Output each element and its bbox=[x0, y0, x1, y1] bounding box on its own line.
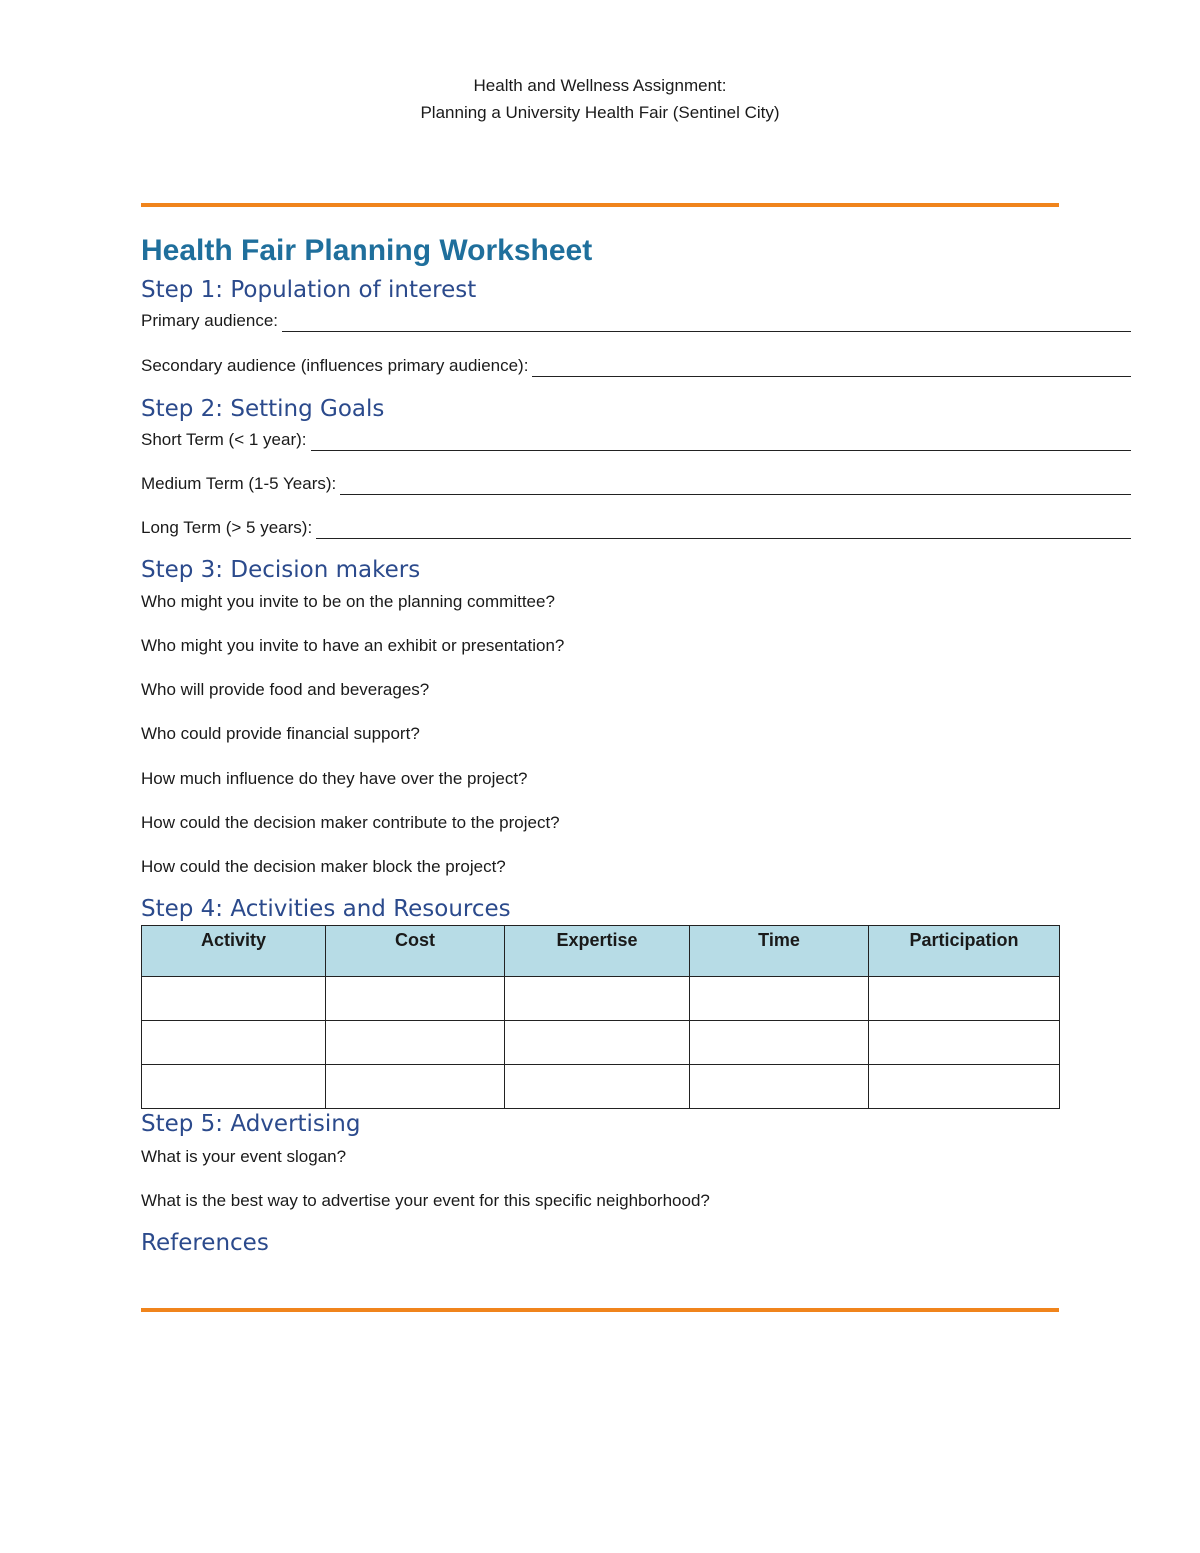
short-term-goal-label: Short Term (< 1 year): bbox=[141, 430, 307, 449]
question-financial-support: Who could provide financial support? bbox=[141, 724, 420, 743]
table-cell[interactable] bbox=[690, 1065, 869, 1109]
table-header-row bbox=[142, 926, 1060, 977]
long-term-goal-input[interactable] bbox=[316, 520, 1131, 539]
activities-resources-table bbox=[141, 925, 1060, 1109]
table-cell[interactable] bbox=[869, 1021, 1060, 1065]
medium-term-goal-field[interactable] bbox=[141, 473, 1131, 495]
table-cell[interactable] bbox=[505, 1065, 690, 1109]
question-exhibit-presentation: Who might you invite to have an exhibit or presentation? bbox=[141, 636, 565, 655]
table-cell[interactable] bbox=[690, 977, 869, 1021]
column-header-activity: Activity bbox=[142, 926, 326, 977]
table-cell[interactable] bbox=[142, 1021, 326, 1065]
table-cell[interactable] bbox=[505, 977, 690, 1021]
step5-heading: Step 5: Advertising bbox=[141, 1111, 361, 1137]
header-line-2: Planning a University Health Fair (Sentinel City) bbox=[420, 103, 780, 122]
table-cell[interactable] bbox=[326, 1065, 505, 1109]
secondary-audience-input[interactable] bbox=[532, 358, 1131, 377]
step4-heading: Step 4: Activities and Resources bbox=[141, 896, 511, 922]
table-cell[interactable] bbox=[326, 977, 505, 1021]
column-header-cost: Cost bbox=[326, 926, 505, 977]
table-cell[interactable] bbox=[142, 977, 326, 1021]
table-cell[interactable] bbox=[869, 1065, 1060, 1109]
table-row bbox=[142, 1065, 1060, 1109]
bottom-divider bbox=[141, 1308, 1059, 1312]
table-cell[interactable] bbox=[690, 1021, 869, 1065]
document-title: Health Fair Planning Worksheet bbox=[141, 234, 593, 267]
question-planning-committee: Who might you invite to be on the planning committee? bbox=[141, 592, 555, 611]
column-header-time: Time bbox=[690, 926, 869, 977]
primary-audience-label: Primary audience: bbox=[141, 311, 279, 330]
step1-heading: Step 1: Population of interest bbox=[141, 277, 477, 303]
top-divider bbox=[141, 203, 1059, 207]
step3-heading: Step 3: Decision makers bbox=[141, 557, 421, 583]
primary-audience-field[interactable] bbox=[141, 310, 1131, 332]
column-header-participation: Participation bbox=[869, 926, 1060, 977]
long-term-goal-field[interactable] bbox=[141, 517, 1131, 539]
question-advertise-event: What is the best way to advertise your event for this specific neighborhood? bbox=[141, 1191, 710, 1210]
references-heading: References bbox=[141, 1230, 269, 1256]
column-header-expertise: Expertise bbox=[505, 926, 690, 977]
question-influence: How much influence do they have over the project? bbox=[141, 769, 528, 788]
table-cell[interactable] bbox=[142, 1065, 326, 1109]
table-cell[interactable] bbox=[326, 1021, 505, 1065]
secondary-audience-label: Secondary audience (influences primary audience): bbox=[141, 356, 529, 375]
table-row bbox=[142, 977, 1060, 1021]
header-line-1: Health and Wellness Assignment: bbox=[473, 76, 727, 95]
question-food-beverages: Who will provide food and beverages? bbox=[141, 680, 430, 699]
question-event-slogan: What is your event slogan? bbox=[141, 1147, 347, 1166]
medium-term-goal-input[interactable] bbox=[340, 476, 1131, 495]
long-term-goal-label: Long Term (> 5 years): bbox=[141, 518, 313, 537]
primary-audience-input[interactable] bbox=[282, 313, 1131, 332]
question-contribute: How could the decision maker contribute to the project? bbox=[141, 813, 560, 832]
page-header bbox=[0, 72, 1200, 126]
question-block: How could the decision maker block the project? bbox=[141, 857, 506, 876]
step2-heading: Step 2: Setting Goals bbox=[141, 396, 385, 422]
short-term-goal-field[interactable] bbox=[141, 429, 1131, 451]
table-row bbox=[142, 1021, 1060, 1065]
secondary-audience-field[interactable] bbox=[141, 355, 1131, 377]
table-cell[interactable] bbox=[869, 977, 1060, 1021]
medium-term-goal-label: Medium Term (1-5 Years): bbox=[141, 474, 337, 493]
short-term-goal-input[interactable] bbox=[311, 432, 1132, 451]
table-cell[interactable] bbox=[505, 1021, 690, 1065]
